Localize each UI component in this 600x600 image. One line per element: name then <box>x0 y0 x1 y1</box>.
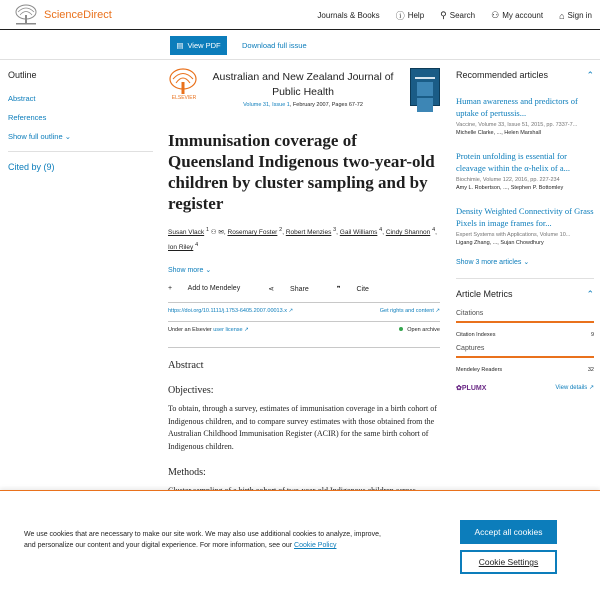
pdf-icon: ▤ <box>176 41 184 50</box>
publisher-name: ELSEVIER <box>171 95 197 101</box>
author-link[interactable]: Susan Vlack <box>168 229 205 237</box>
article-actions <box>168 285 440 293</box>
outline-title: Outline <box>8 70 37 80</box>
nav-search[interactable]: ⚲ Search <box>440 10 476 20</box>
nav-sign-in[interactable]: ⌂ Sign in <box>559 10 592 21</box>
cookie-settings-button[interactable]: Cookie Settings <box>460 550 557 574</box>
recommended-item <box>456 95 594 136</box>
recommended-meta: Vaccine, Volume 33, Issue 51, 2015, pp. 7337-7... <box>456 122 578 128</box>
user-license-link[interactable]: user license ↗ <box>213 327 249 334</box>
institution-icon: ⌂ <box>559 10 565 21</box>
open-archive-badge: Open archive <box>399 327 440 333</box>
divider <box>168 347 440 348</box>
recommended-meta: Biochimie, Volume 122, 2016, pp. 227-234 <box>456 177 560 183</box>
cookie-policy-link[interactable]: Cookie Policy <box>294 542 337 549</box>
recommended-authors: Michelle Clarke, ..., Helen Marshall <box>456 130 541 136</box>
plumx-flower-icon: ✿ <box>456 385 462 392</box>
citation-indexes-row: Citation Indexes 9 <box>456 332 594 338</box>
license-row <box>168 321 440 333</box>
email-icon[interactable]: ✉ <box>218 229 224 237</box>
journal-title[interactable]: Australian and New Zealand Journal of Public Health <box>212 71 394 98</box>
volume-link[interactable]: Volume 31, Issue 1 <box>243 102 290 108</box>
nav-my-account[interactable]: ⚇ My account <box>491 10 544 20</box>
outline-link-abstract[interactable]: Abstract <box>8 94 36 103</box>
doi-link[interactable]: https://doi.org/10.1111/j.1753-6405.2007.00013.x ↗ <box>168 308 294 315</box>
recommended-meta: Expert Systems with Applications, Volume 10... <box>456 232 571 238</box>
view-details-link[interactable]: View details ↗ <box>555 385 594 391</box>
objectives-heading: Objectives: <box>168 385 214 397</box>
accept-all-cookies-button[interactable]: Accept all cookies <box>460 520 557 544</box>
search-icon: ⚲ <box>440 10 447 20</box>
help-icon: ⓘ <box>395 11 405 21</box>
top-header <box>0 0 600 30</box>
external-link-icon: ↗ <box>435 308 440 315</box>
author-link[interactable]: Gail Williams <box>339 229 378 237</box>
cite-button[interactable]: ❞ Cite <box>336 286 369 294</box>
doi-row <box>168 302 440 314</box>
author-link[interactable]: Robert Menzies <box>285 229 332 237</box>
journal-volume: Volume 31, Issue 1, February 2007, Pages 67-72 <box>243 102 363 108</box>
sciencedirect-logo[interactable] <box>14 4 112 25</box>
rights-content-link[interactable]: Get rights and content ↗ <box>379 308 440 315</box>
right-sidebar <box>456 70 594 392</box>
recommended-title-link[interactable]: Protein unfolding is essential for cleavage within the α-helix of a... <box>456 151 570 173</box>
author-list: Susan Vlack $^1$ ⚇ ✉, Rosemary Foster $^2$, Robert Menzies $^3$, Gail Williams $^4$, Cindy Shannon $^4$, Ion Riley $^4$ <box>168 227 437 252</box>
nav-help[interactable]: ⓘ Help <box>395 11 425 21</box>
chevron-down-icon: ⌄ <box>205 267 212 275</box>
methods-heading: Methods: <box>168 467 206 479</box>
nav-journals-books[interactable]: Journals & Books <box>317 11 380 20</box>
author-link[interactable]: Rosemary Foster <box>227 229 278 237</box>
show-more-button[interactable]: Show more ⌄ <box>168 267 212 275</box>
chevron-down-icon: ⌄ <box>523 259 530 266</box>
citations-label: Citations <box>456 310 594 323</box>
recommended-item <box>456 205 594 246</box>
divider <box>456 278 594 279</box>
outline-sidebar <box>8 70 158 172</box>
recommended-header[interactable]: Recommended articles ⌃ <box>456 70 594 80</box>
external-link-icon: ↗ <box>244 327 249 334</box>
metrics-header[interactable]: Article Metrics ⌃ <box>456 289 594 299</box>
recommended-title-link[interactable]: Human awareness and predictors of uptake of pertussis... <box>456 96 578 118</box>
show-full-outline-button[interactable]: Show full outline ⌄ <box>8 132 72 141</box>
chevron-up-icon: ⌃ <box>586 70 594 80</box>
brand-name: ScienceDirect <box>44 8 112 21</box>
show-more-articles-button[interactable]: Show 3 more articles ⌄ <box>456 259 530 266</box>
elsevier-tree-icon <box>14 4 38 25</box>
divider <box>8 151 153 152</box>
recommended-authors: Amy L. Robertson, ..., Stephen P. Bottomley <box>456 185 564 191</box>
share-button[interactable]: ⋖ Share <box>268 286 309 294</box>
chevron-up-icon: ⌃ <box>586 289 594 299</box>
mendeley-readers-row: Mendeley Readers 32 <box>456 367 594 373</box>
recommended-authors: Ligang Zhang, ..., Sujan Chowdhury <box>456 240 544 246</box>
abstract-heading: Abstract <box>168 360 204 372</box>
add-to-mendeley-button[interactable]: + Add to Mendeley <box>168 285 241 293</box>
view-pdf-button[interactable]: ▤ View PDF <box>170 36 227 55</box>
article-toolbar <box>0 30 600 60</box>
plumx-logo: ✿PLUMX <box>456 385 487 392</box>
cookie-text: We use cookies that are necessary to make our site work. We may also use additional cookies to analyze, improve, and personalize our content and your digital experience. For more information, see our Cookie Policy <box>24 531 381 549</box>
author-link[interactable]: Cindy Shannon <box>385 229 431 237</box>
chevron-down-icon: ⌄ <box>64 132 72 141</box>
plumx-row <box>456 384 594 392</box>
share-icon: ⋖ <box>268 286 275 294</box>
recommended-title-link[interactable]: Density Weighted Connectivity of Grass Pixels in image frames for... <box>456 206 594 228</box>
journal-cover[interactable] <box>410 68 440 106</box>
captures-label: Captures <box>456 345 594 358</box>
author-link[interactable]: Ion Riley <box>168 244 194 252</box>
quote-icon: ❞ <box>336 286 341 294</box>
outline-link-references[interactable]: References <box>8 113 47 122</box>
user-icon: ⚇ <box>491 10 500 20</box>
recommended-item <box>456 150 594 191</box>
open-archive-dot-icon <box>399 327 403 331</box>
article-main <box>168 66 440 510</box>
article-metrics <box>456 289 594 392</box>
external-link-icon: ↗ <box>588 385 594 391</box>
person-icon[interactable]: ⚇ <box>210 229 217 237</box>
top-nav <box>301 9 592 22</box>
journal-header <box>168 66 440 110</box>
download-full-issue-link[interactable]: Download full issue <box>242 41 307 50</box>
cookie-banner <box>0 490 600 600</box>
plus-icon: + <box>168 285 173 293</box>
objectives-text: To obtain, through a survey, estimates of immunisation coverage in a birth cohort of Indigenous children, and to compare survey estimates with those obtained from the Australian Childhood Immunisation Register (ACIR) for the same birth cohort of Indigenous children. <box>168 404 437 451</box>
article-title: Immunisation coverage of Queensland Indigenous two-year-old children by cluster sampling and by register <box>168 131 435 213</box>
external-link-icon: ↗ <box>288 308 294 315</box>
license-text: Under an Elsevier user license ↗ <box>168 327 249 334</box>
cited-by-link[interactable]: Cited by (9) <box>8 162 55 172</box>
